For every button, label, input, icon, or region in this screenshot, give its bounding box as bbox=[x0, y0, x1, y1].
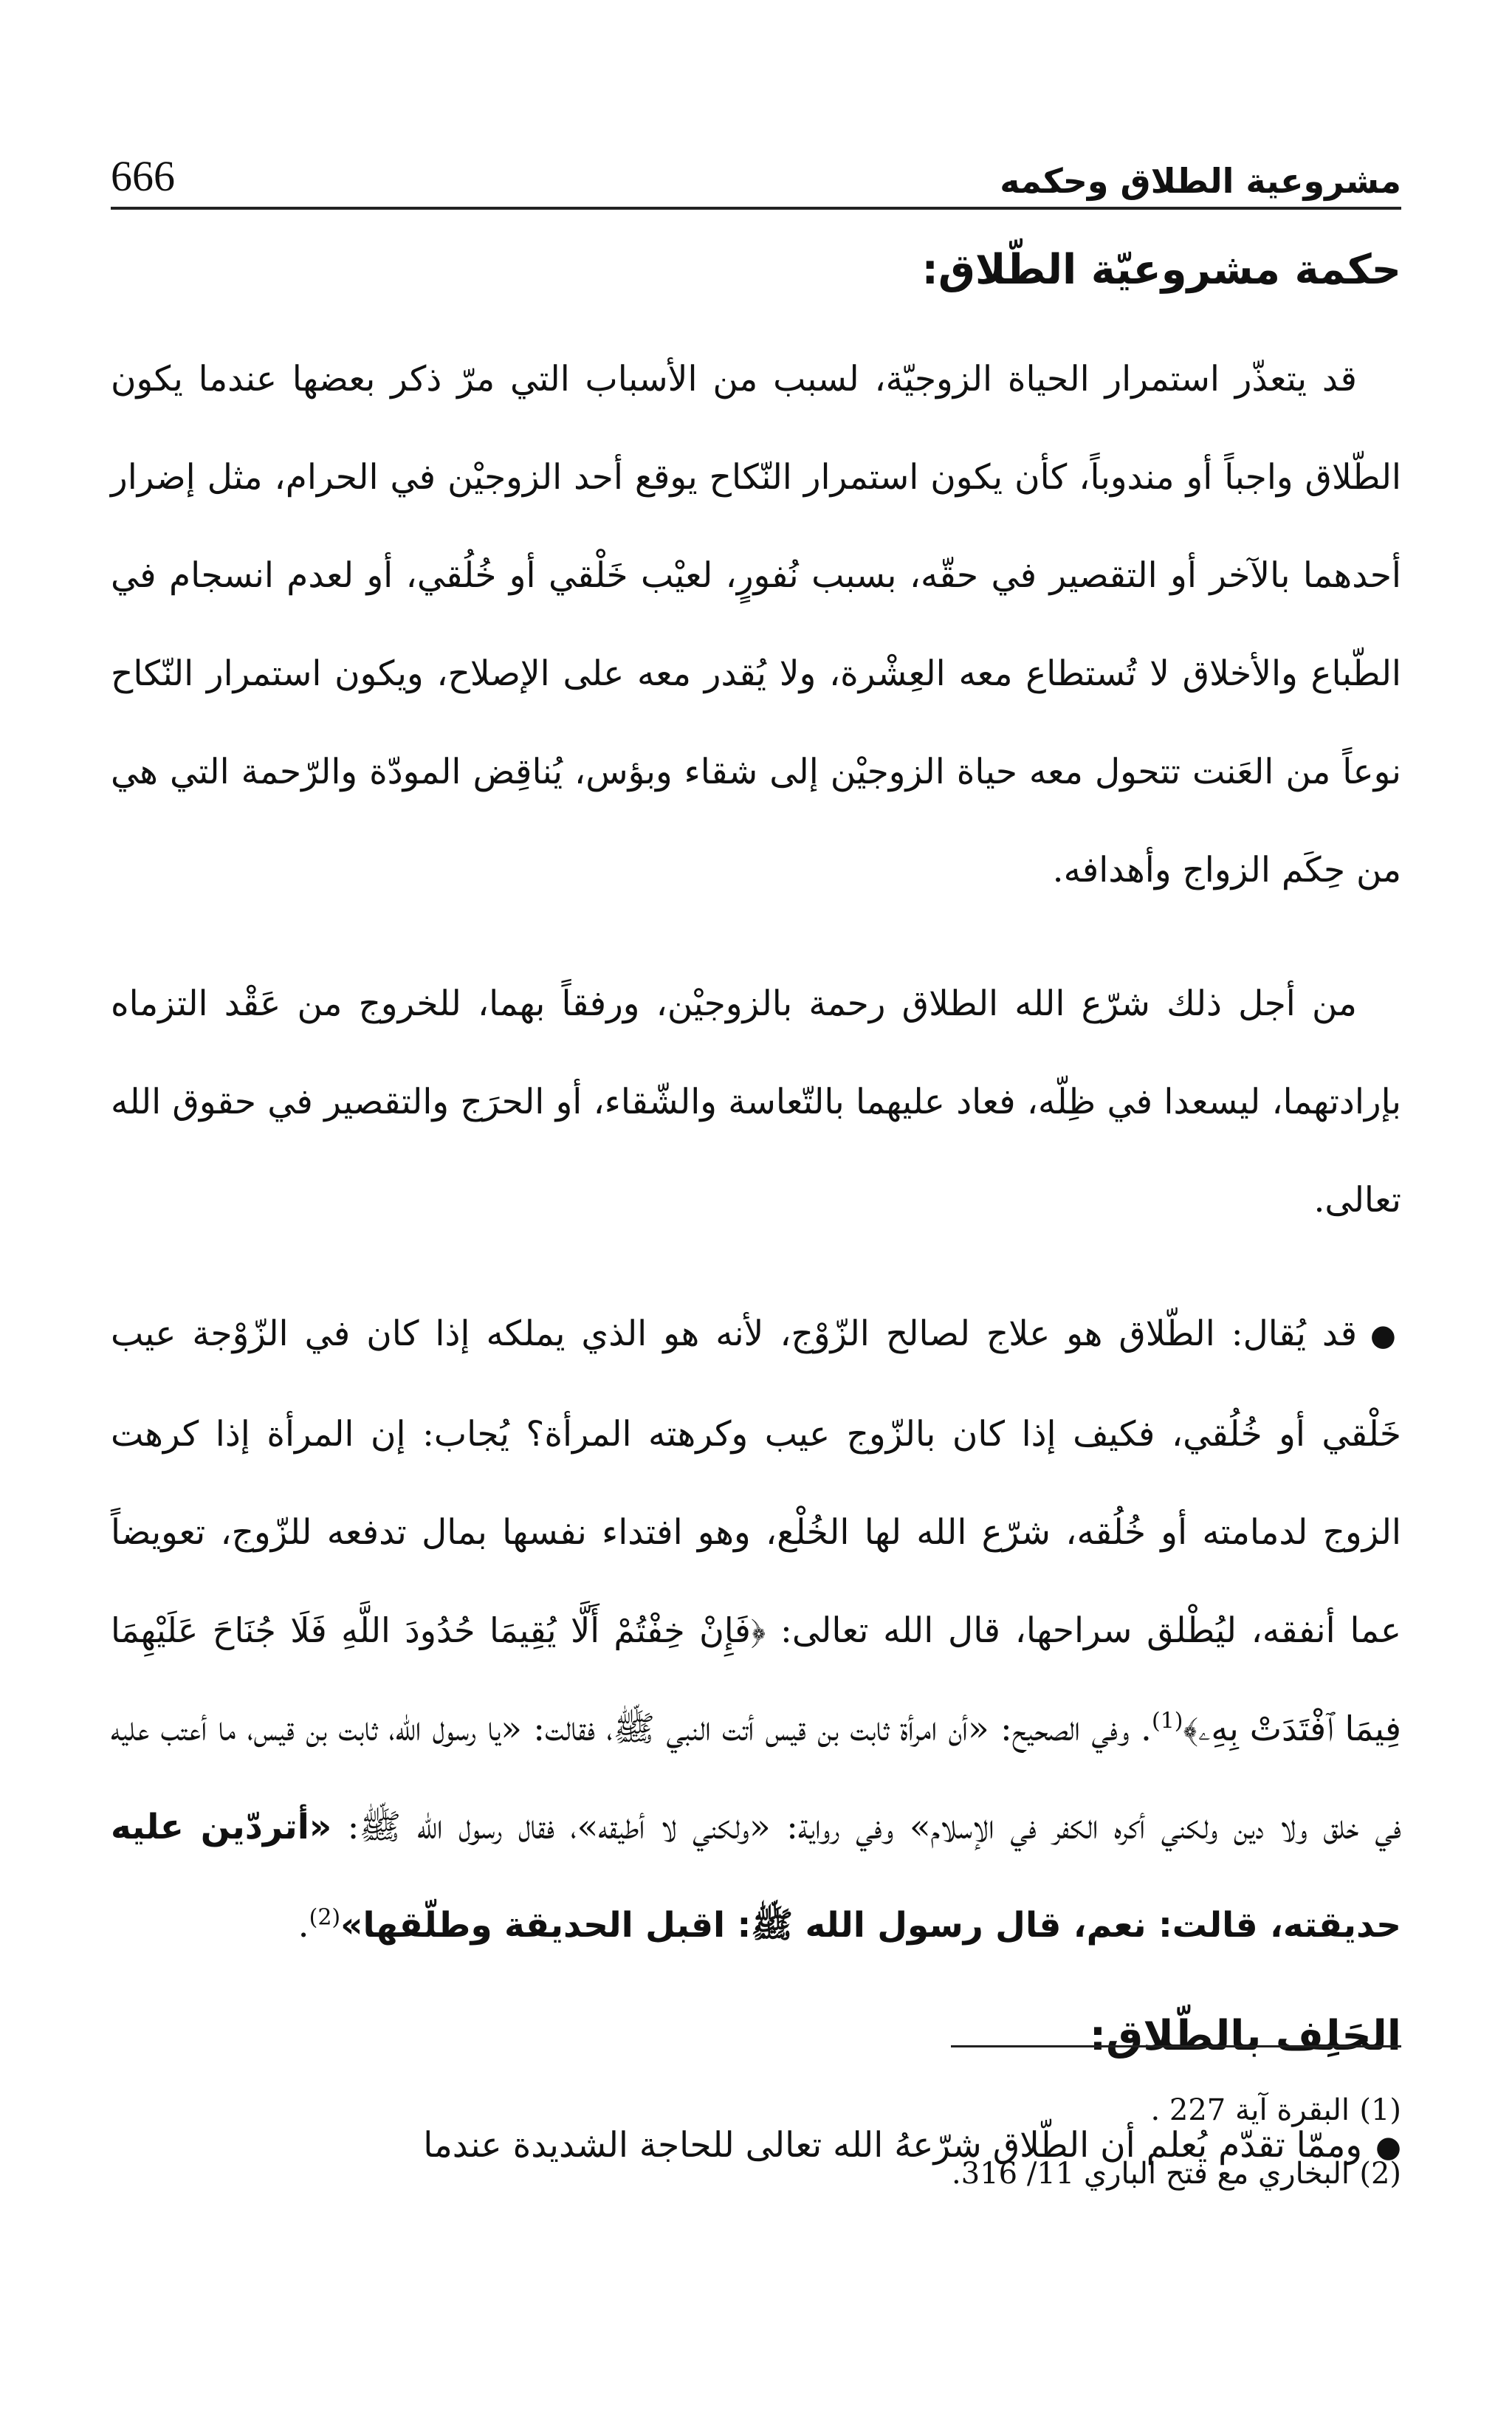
bullet-icon: ● bbox=[1375, 2129, 1401, 2164]
footnote-number: (2) bbox=[1359, 2157, 1401, 2191]
footnotes bbox=[111, 2078, 1401, 2205]
footnote-text: البخاري مع فتح الباري 11/ 316. bbox=[952, 2157, 1350, 2191]
running-title: مشروعية الطلاق وحكمه bbox=[1000, 161, 1401, 201]
bullet-icon: ● bbox=[1370, 1318, 1401, 1353]
page-header bbox=[111, 124, 1401, 201]
paragraph-4-text: وممّا تقدّم يُعلم أن الطّلاق شرّعهُ الله تعالى للحاجة الشديدة عندما bbox=[423, 2124, 1363, 2166]
paragraph-1 bbox=[111, 330, 1401, 919]
paragraph-3-text-a: قد يُقال: الطّلاق هو علاج لصالح الزّوْج، لأنه هو الذي يملكه إذا كان في الزّوْجة عيب خَلْقي أو خُلُقي، فكيف إذا كان بالزّوج عيب وكرهته المرأة؟ يُجاب: إن المرأة إذا كرهت الزوج لدمامته أو خُلُقه، شرّع الله لها الخُلْع، وهو افتداء نفسها بمال تدفعه للزّوج، تعويضاً عما أنفقه، ليُطْلق سراحها، قال الله تعالى: bbox=[111, 1313, 1401, 1651]
footnote-number: (1) bbox=[1359, 2093, 1401, 2127]
paragraph-1-text: قد يتعذّر استمرار الحياة الزوجيّة، لسبب من الأسباب التي مرّ ذكر بعضها عندما يكون الطّلاق واجباً أو مندوباً، كأن يكون استمرار النّكاح يوقع أحد الزوجيْن في الحرام، مثل إضرار أحدهما بالآخر أو التقصير في حقّه، بسبب نُفورٍ، لعيْب خَلْقي أو خُلُقي، أو لعدم انسجام في الطّباع والأخلاق لا تُستطاع معه العِشْرة، ولا يُقدر معه على الإصلاح، ويكون استمرار النّكاح نوعاً من العَنت تتحول معه حياة الزوجيْن إلى شقاء وبؤس، يُناقِض المودّة والرّحمة التي هي من حِكَم الزواج وأهدافه. bbox=[111, 358, 1401, 890]
paragraph-3-end: . bbox=[298, 1904, 309, 1946]
paragraph-2 bbox=[111, 955, 1401, 1249]
section-heading-wisdom: حكمة مشروعيّة الطّلاق: bbox=[921, 246, 1401, 294]
paragraph-2-text: من أجل ذلك شرّع الله الطلاق رحمة بالزوجيْن، ورفقاً بهما، للخروج من عَقْد التزماه بإرادتهما، ليسعدا في ظِلّه، فعاد عليهما بالتّعاسة والشّقاء، أو الحرَج والتقصير في حقوق الله تعالى. bbox=[111, 983, 1401, 1221]
footnote-1 bbox=[111, 2078, 1401, 2142]
footnote-divider bbox=[951, 2045, 1401, 2047]
section-heading-oath: الحَلِف بالطّلاق: bbox=[1089, 2011, 1401, 2060]
paragraph-3 bbox=[111, 1285, 1401, 1974]
page-number: 666 bbox=[111, 152, 175, 200]
footnote-text: البقرة آية 227 . bbox=[1150, 2093, 1350, 2127]
hadith-bold-quote: «أتردّين عليه حديقته، قالت: نعم، قال رسول الله ﷺ: اقبل الحديقة وطلّقها» bbox=[111, 1806, 1401, 1946]
footnote-ref-2[interactable]: (2) bbox=[309, 1904, 341, 1931]
footnote-ref-1[interactable]: (1) bbox=[1151, 1708, 1183, 1734]
quran-verse: ﴿فَإِنْ خِفْتُمْ أَلَّا يُقِيمَا حُدُودَ اللَّهِ فَلَا جُنَاحَ عَلَيْهِمَا فِيمَا ٱفْتَدَتْ بِهِۦ﴾ bbox=[111, 1610, 1401, 1748]
paragraph-3-text-b: . وفي الصحيح: «أن امرأة ثابت بن قيس أتت النبي ﷺ، فقالت: «يا رسول الله، ثابت بن قيس، ما أعتب عليه في خلق ولا دين ولكني أكره الكفر في الإسلام» وفي رواية: «ولكني لا أطيقه»، فقال رسول الله ﷺ: bbox=[111, 1708, 1401, 1847]
header-divider bbox=[111, 207, 1401, 210]
page-content bbox=[111, 244, 1401, 2232]
footnote-2 bbox=[111, 2142, 1401, 2205]
